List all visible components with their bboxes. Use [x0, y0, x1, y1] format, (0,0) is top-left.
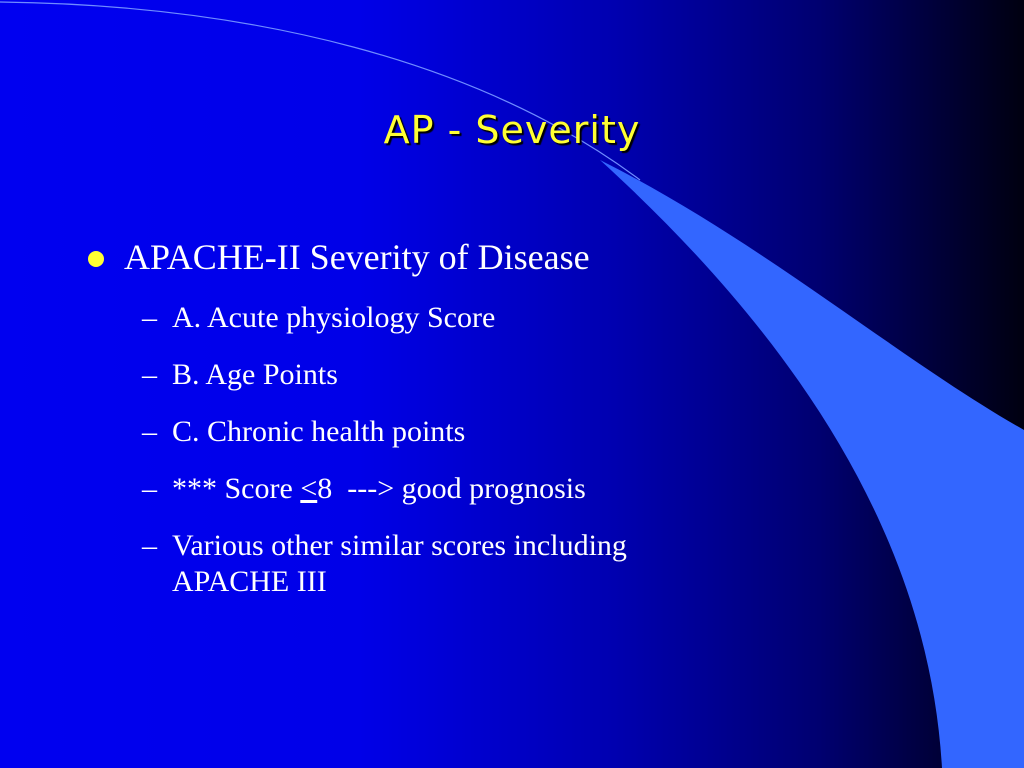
main-bullet-text: APACHE-II Severity of Disease [124, 237, 590, 277]
sub-item [142, 414, 465, 450]
sub-item-text: A. Acute physiology Score [172, 301, 496, 334]
dash: – [142, 472, 157, 505]
dash: – [142, 301, 157, 334]
sub-item-text: *** Score [172, 472, 301, 505]
sub-item [142, 528, 627, 600]
sub-item [142, 357, 338, 393]
slide-title: AP - Severity [383, 108, 641, 152]
bullet-dot-icon [88, 251, 104, 267]
main-bullet [88, 236, 590, 278]
less-equal-symbol: < [300, 472, 318, 505]
sub-item-text: Various other similar scores including [172, 529, 627, 562]
dash: – [142, 358, 157, 391]
sub-item-continuation: APACHE III [172, 565, 327, 598]
sub-item-text: 8 ---> good prognosis [317, 472, 586, 505]
sub-item-text: B. Age Points [172, 358, 338, 391]
sub-item [142, 471, 586, 507]
dash: – [142, 415, 157, 448]
sub-item [142, 300, 495, 336]
dash: – [142, 529, 157, 562]
sub-item-text: C. Chronic health points [172, 415, 466, 448]
